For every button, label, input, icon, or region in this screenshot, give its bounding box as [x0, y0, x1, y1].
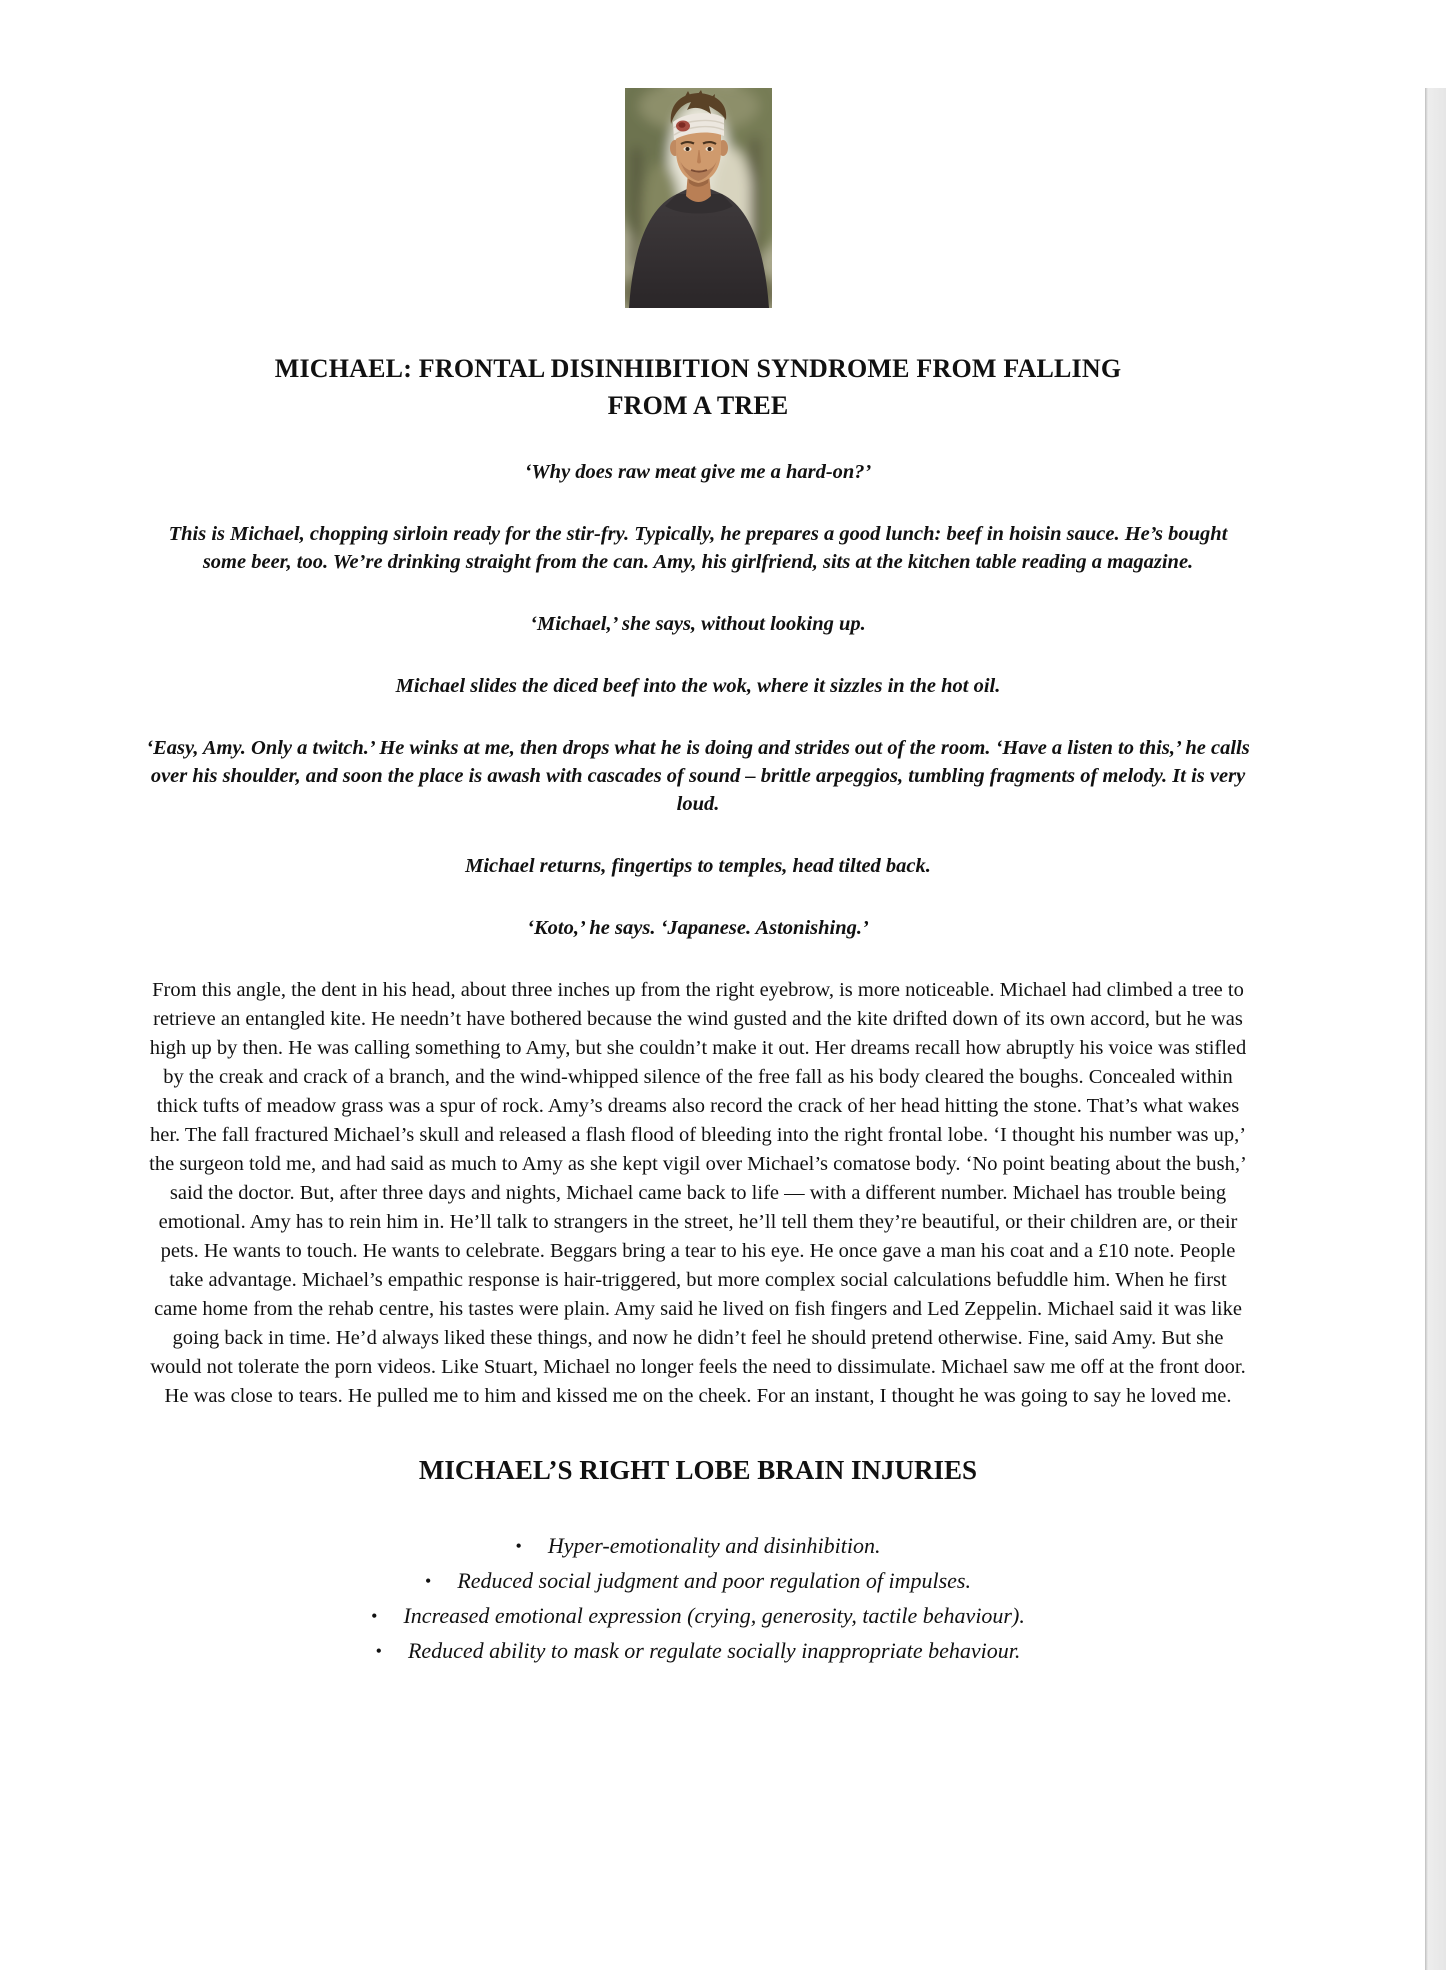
list-item: [146, 1599, 1250, 1634]
portrait-photo: [625, 88, 772, 308]
list-item-text: Reduced social judgment and poor regulation of impulses.: [457, 1568, 971, 1593]
narrative-paragraph-1: This is Michael, chopping sirloin ready for the stir-fry. Typically, he prepares a good lunch: beef in hoisin sauce. He’s bought some beer, too. We’re drinking straight from the can. Amy, his girlfriend, sits at the kitchen table reading a magazine.: [168, 523, 1228, 573]
bullet-icon: •: [515, 1536, 522, 1556]
portrait-illustration: [625, 88, 772, 308]
document-page: [146, 88, 1250, 1669]
narrative-paragraph-2: ‘Michael,’ she says, without looking up.: [530, 613, 866, 635]
narrative-paragraph-4: ‘Easy, Amy. Only a twitch.’ He winks at me, then drops what he is doing and strides out of the room. ‘Have a listen to this,’ he calls over his shoulder, and soon the place is awash with cascades of sound – brittle arpeggios, tumbling fragments of melody. It is very loud.: [146, 737, 1250, 815]
epigraph-quote: ‘Why does raw meat give me a hard-on?’: [524, 461, 872, 483]
page-title-line-2: FROM A TREE: [607, 391, 789, 420]
scrollbar[interactable]: [1425, 88, 1446, 1970]
injuries-list: [146, 1529, 1250, 1669]
narrative-paragraph-3: Michael slides the diced beef into the wok, where it sizzles in the hot oil.: [395, 675, 1001, 697]
bullet-icon: •: [375, 1641, 382, 1661]
narrative-paragraph-5: Michael returns, fingertips to temples, head tilted back.: [465, 855, 931, 877]
page-title-line-1: MICHAEL: FRONTAL DISINHIBITION SYNDROME FROM FALLING: [274, 354, 1122, 383]
list-item-text: Increased emotional expression (crying, generosity, tactile behaviour).: [403, 1603, 1025, 1628]
list-item: [146, 1564, 1250, 1599]
section-heading: MICHAEL’S RIGHT LOBE BRAIN INJURIES: [418, 1455, 978, 1485]
narrative-paragraph-6: ‘Koto,’ he says. ‘Japanese. Astonishing.’: [527, 917, 869, 939]
list-item: [146, 1634, 1250, 1669]
list-item: [146, 1529, 1250, 1564]
bullet-icon: •: [425, 1571, 432, 1591]
page-title: [146, 350, 1250, 424]
list-item-text: Reduced ability to mask or regulate socially inappropriate behaviour.: [407, 1638, 1021, 1663]
bullet-icon: •: [371, 1606, 378, 1626]
main-paragraph: From this angle, the dent in his head, about three inches up from the right eyebrow, is more noticeable. Michael had climbed a tree to retrieve an entangled kite. He needn’t have bothered because the wind gusted and the kite drifted down of its own accord, but he was high up by then. He was calling something to Amy, but she couldn’t make it out. Her dreams recall how abruptly his voice was stifled by the creak and crack of a branch, and the wind-whipped silence of the free fall as his body cleared the boughs. Concealed within thick tufts of meadow grass was a spur of rock. Amy’s dreams also record the crack of her head hitting the stone. That’s what wakes her. The fall fractured Michael’s skull and released a flash flood of bleeding into the right frontal lobe. ‘I thought his number was up,’ the surgeon told me, and had said as much to Amy as she kept vigil over Michael’s comatose body. ‘No point beating about the bush,’ said the doctor. But, after three days and nights, Michael came back to life — with a different number. Michael has trouble being emotional. Amy has to rein him in. He’ll talk to strangers in the street, he’ll tell them they’re beautiful, or their children are, or their pets. He wants to touch. He wants to celebrate. Beggars bring a tear to his eye. He once gave a man his coat and a £10 note. People take advantage. Michael’s empathic response is hair-triggered, but more complex social calculations befuddle him. When he first came home from the rehab centre, his tastes were plain. Amy said he lived on fish fingers and Led Zeppelin. Michael said it was like going back in time. He’d always liked these things, and now he didn’t feel he should pretend otherwise. Fine, said Amy. But she would not tolerate the porn videos. Like Stuart, Michael no longer feels the need to dissimulate. Michael saw me off at the front door. He was close to tears. He pulled me to him and kissed me on the cheek. For an instant, I thought he was going to say he loved me.: [149, 979, 1247, 1407]
list-item-text: Hyper-emotionality and disinhibition.: [547, 1533, 881, 1558]
